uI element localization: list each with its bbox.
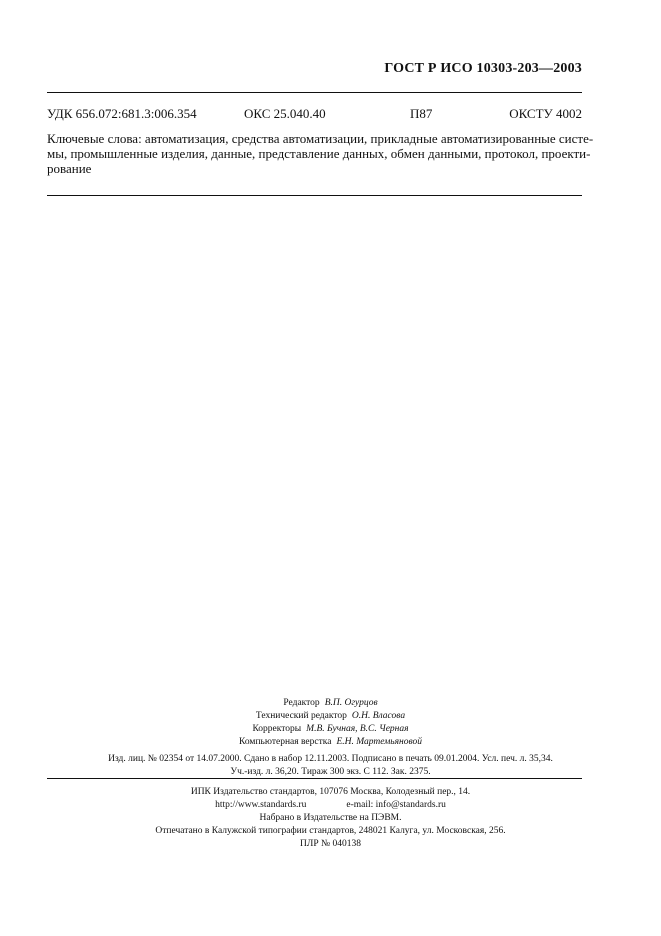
publisher-contacts bbox=[0, 799, 661, 812]
group-code: П87 bbox=[410, 106, 433, 121]
credit-name: Е.Н. Мартемьяновой bbox=[336, 737, 422, 747]
credit-role: Технический редактор bbox=[255, 711, 347, 721]
credit-role: Корректоры bbox=[252, 724, 302, 734]
credits-block bbox=[0, 697, 661, 749]
okstu-code: ОКСТУ 4002 bbox=[509, 106, 582, 121]
keywords-line: Ключевые слова: автоматизация, средства автоматизации, прикладные автоматизированные систе- bbox=[47, 131, 594, 146]
credit-name: О.Н. Власова bbox=[351, 711, 406, 721]
imprint-line: Уч.-изд. л. 36,20. Тираж 300 экз. С 112. Зак. 2375. bbox=[230, 767, 431, 777]
keywords-divider bbox=[47, 195, 582, 196]
oks-code: ОКС 25.040.40 bbox=[244, 106, 326, 121]
credit-name: М.В. Бучная, В.С. Черная bbox=[306, 724, 409, 734]
publisher-divider bbox=[47, 778, 582, 779]
credit-row bbox=[0, 723, 661, 736]
printing-note: Отпечатано в Калужской типографии стандартов, 248021 Калуга, ул. Московская, 256. bbox=[155, 826, 506, 836]
keywords-line: мы, промышленные изделия, данные, представление данных, обмен данными, протокол, проекти- bbox=[47, 146, 591, 161]
imprint-block bbox=[0, 753, 661, 779]
document-code: ГОСТ Р ИСО 10303-203—2003 bbox=[384, 61, 582, 76]
credit-name: В.П. Огурцов bbox=[324, 698, 378, 708]
keywords-paragraph bbox=[47, 131, 594, 176]
email-link[interactable]: e-mail: info@standards.ru bbox=[346, 800, 446, 810]
publisher-address: ИПК Издательство стандартов, 107076 Москва, Колодезный пер., 14. bbox=[190, 787, 471, 797]
imprint-line: Изд. лиц. № 02354 от 14.07.2000. Сдано в набор 12.11.2003. Подписано в печать 09.01.2004. Усл. печ. л. 35,34. bbox=[108, 754, 553, 764]
credit-role: Компьютерная верстка bbox=[239, 737, 332, 747]
website-link[interactable]: http://www.standards.ru bbox=[215, 800, 307, 810]
top-divider bbox=[47, 92, 582, 93]
plr-number: ПЛР № 040138 bbox=[300, 839, 361, 849]
keywords-line: рование bbox=[47, 161, 92, 176]
credit-row bbox=[0, 697, 661, 710]
typeset-note: Набрано в Издательстве на ПЭВМ. bbox=[259, 813, 402, 823]
credit-role: Редактор bbox=[283, 698, 320, 708]
credit-row bbox=[0, 736, 661, 749]
credit-row bbox=[0, 710, 661, 723]
udk-code: УДК 656.072:681.3:006.354 bbox=[47, 106, 197, 121]
publisher-block bbox=[0, 786, 661, 851]
